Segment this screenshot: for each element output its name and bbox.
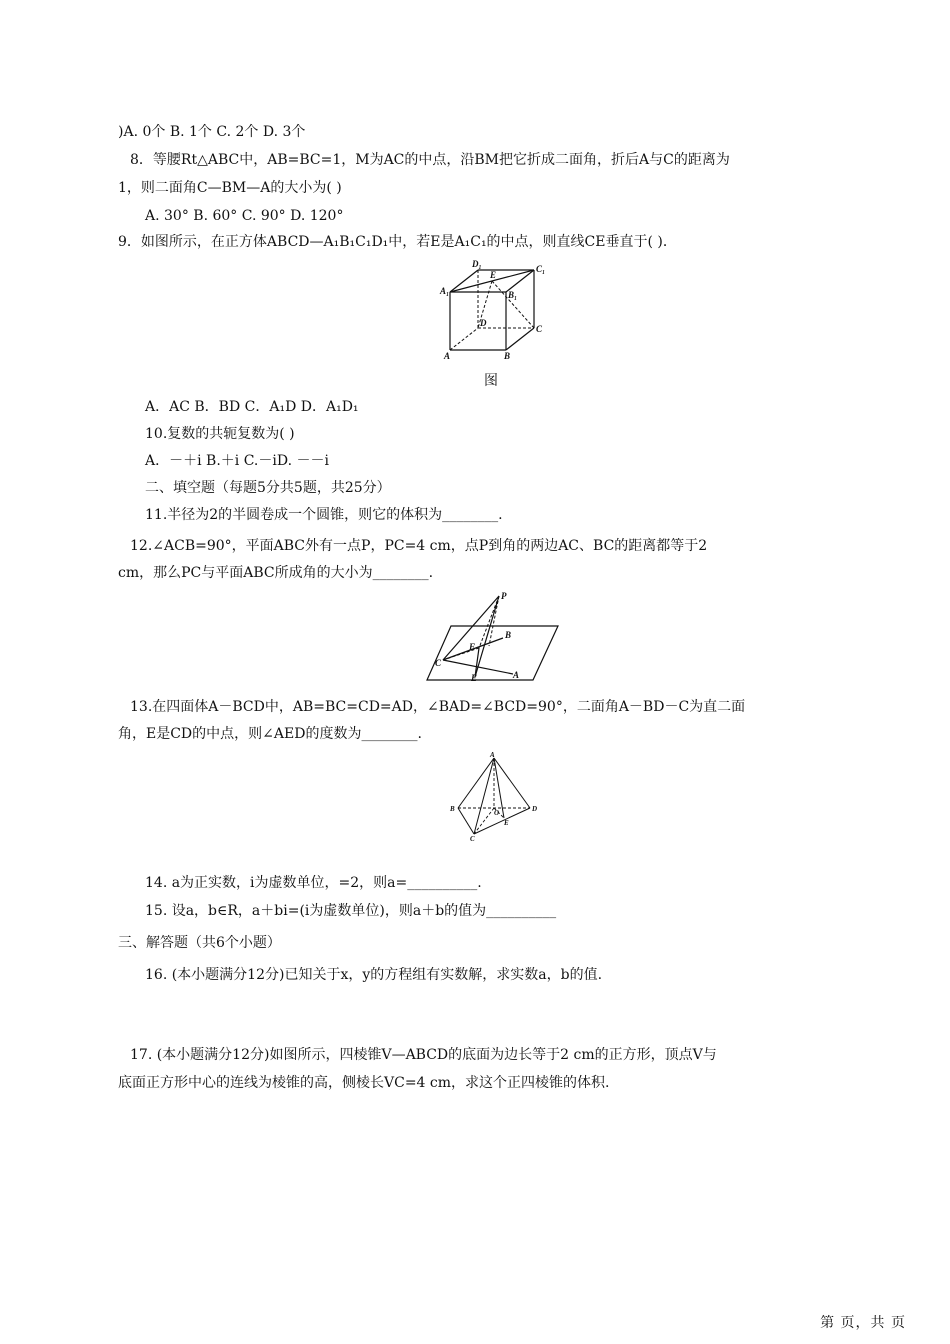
label-b: B [450, 805, 455, 813]
label-b1: B₁ [508, 290, 518, 300]
page-footer: 第 页，共 页 [820, 1315, 906, 1331]
label-c: C [435, 658, 442, 668]
label-e: E [504, 819, 509, 827]
q13-line2: 角，E是CD的中点，则∠AED的度数为________. [118, 726, 422, 742]
q17-line1: 17. (本小题满分12分)如图所示，四棱锥V—ABCD的底面为边长等于2 cm的正方形，顶点V与 [130, 1047, 717, 1063]
label-e: E [471, 673, 478, 682]
label-b: B [505, 630, 512, 640]
q14: 14. a为正实数，i为虚数单位，=2，则a=__________. [145, 875, 482, 891]
tetrahedron-figure [448, 752, 540, 842]
q13-line1: 13.在四面体A－BCD中，AB=BC=CD=AD，∠BAD=∠BCD=90°，二面角A－BD－C为直二面 [130, 699, 746, 715]
section2-heading: 二、填空题（每题5分共5题，共25分） [145, 480, 391, 496]
label-f: F [469, 642, 476, 652]
q8-stem-line1: 8．等腰Rt△ABC中，AB=BC=1，M为AC的中点，沿BM把它折成二面角，折后A与C的距离为 [130, 152, 730, 168]
label-a: A [513, 670, 520, 680]
label-e: E [490, 270, 497, 280]
q8-stem-line2: 1，则二面角C—BM—A的大小为( ) [118, 180, 342, 196]
label-c: C [470, 835, 475, 842]
plane-figure [425, 588, 560, 682]
q12-line1: 12.∠ACB=90°，平面ABC外有一点P，PC=4 cm，点P到角的两边AC、BC的距离都等于2 [130, 538, 708, 554]
label-a1: A₁ [440, 286, 450, 296]
label-d: D [532, 805, 538, 813]
q7-options: )A. 0个 B. 1个 C. 2个 D. 3个 [118, 124, 306, 140]
q9-stem: 9．如图所示，在正方体ABCD—A₁B₁C₁D₁中，若E是A₁C₁的中点，则直线CE垂直于( )． [118, 234, 677, 250]
q10-options: A．－＋i B.＋i C.－iD. －－i [145, 453, 329, 469]
cube-figure [428, 258, 558, 366]
label-o: O [494, 809, 500, 817]
label-d: D [480, 318, 487, 328]
label-c: C [536, 324, 543, 334]
q9-options: A．AC B．BD C．A₁D D．A₁D₁ [145, 399, 359, 415]
q15: 15. 设a，b∈R，a＋bi=(i为虚数单位)，则a＋b的值为__________ [145, 903, 557, 919]
q12-line2: cm，那么PC与平面ABC所成角的大小为________. [118, 565, 434, 581]
section3-heading: 三、解答题（共6个小题） [118, 935, 281, 951]
q16: 16. (本小题满分12分)已知关于x，y的方程组有实数解，求实数a，b的值. [145, 967, 603, 983]
q17-line2: 底面正方形中心的连线为棱锥的高，侧棱长VC=4 cm，求这个正四棱锥的体积. [118, 1075, 610, 1091]
label-a: A [444, 351, 451, 361]
q10-stem: 10.复数的共轭复数为( ) [145, 426, 295, 442]
figure-caption: 图 [484, 373, 498, 389]
q8-options: A. 30° B. 60° C. 90° D. 120° [145, 208, 344, 224]
label-p: P [501, 591, 507, 601]
label-d1: D₁ [472, 259, 482, 269]
label-c1: C₁ [536, 264, 546, 274]
label-a: A [490, 752, 495, 759]
label-b: B [504, 351, 511, 361]
q11: 11.半径为2的半圆卷成一个圆锥，则它的体积为________. [145, 507, 503, 523]
